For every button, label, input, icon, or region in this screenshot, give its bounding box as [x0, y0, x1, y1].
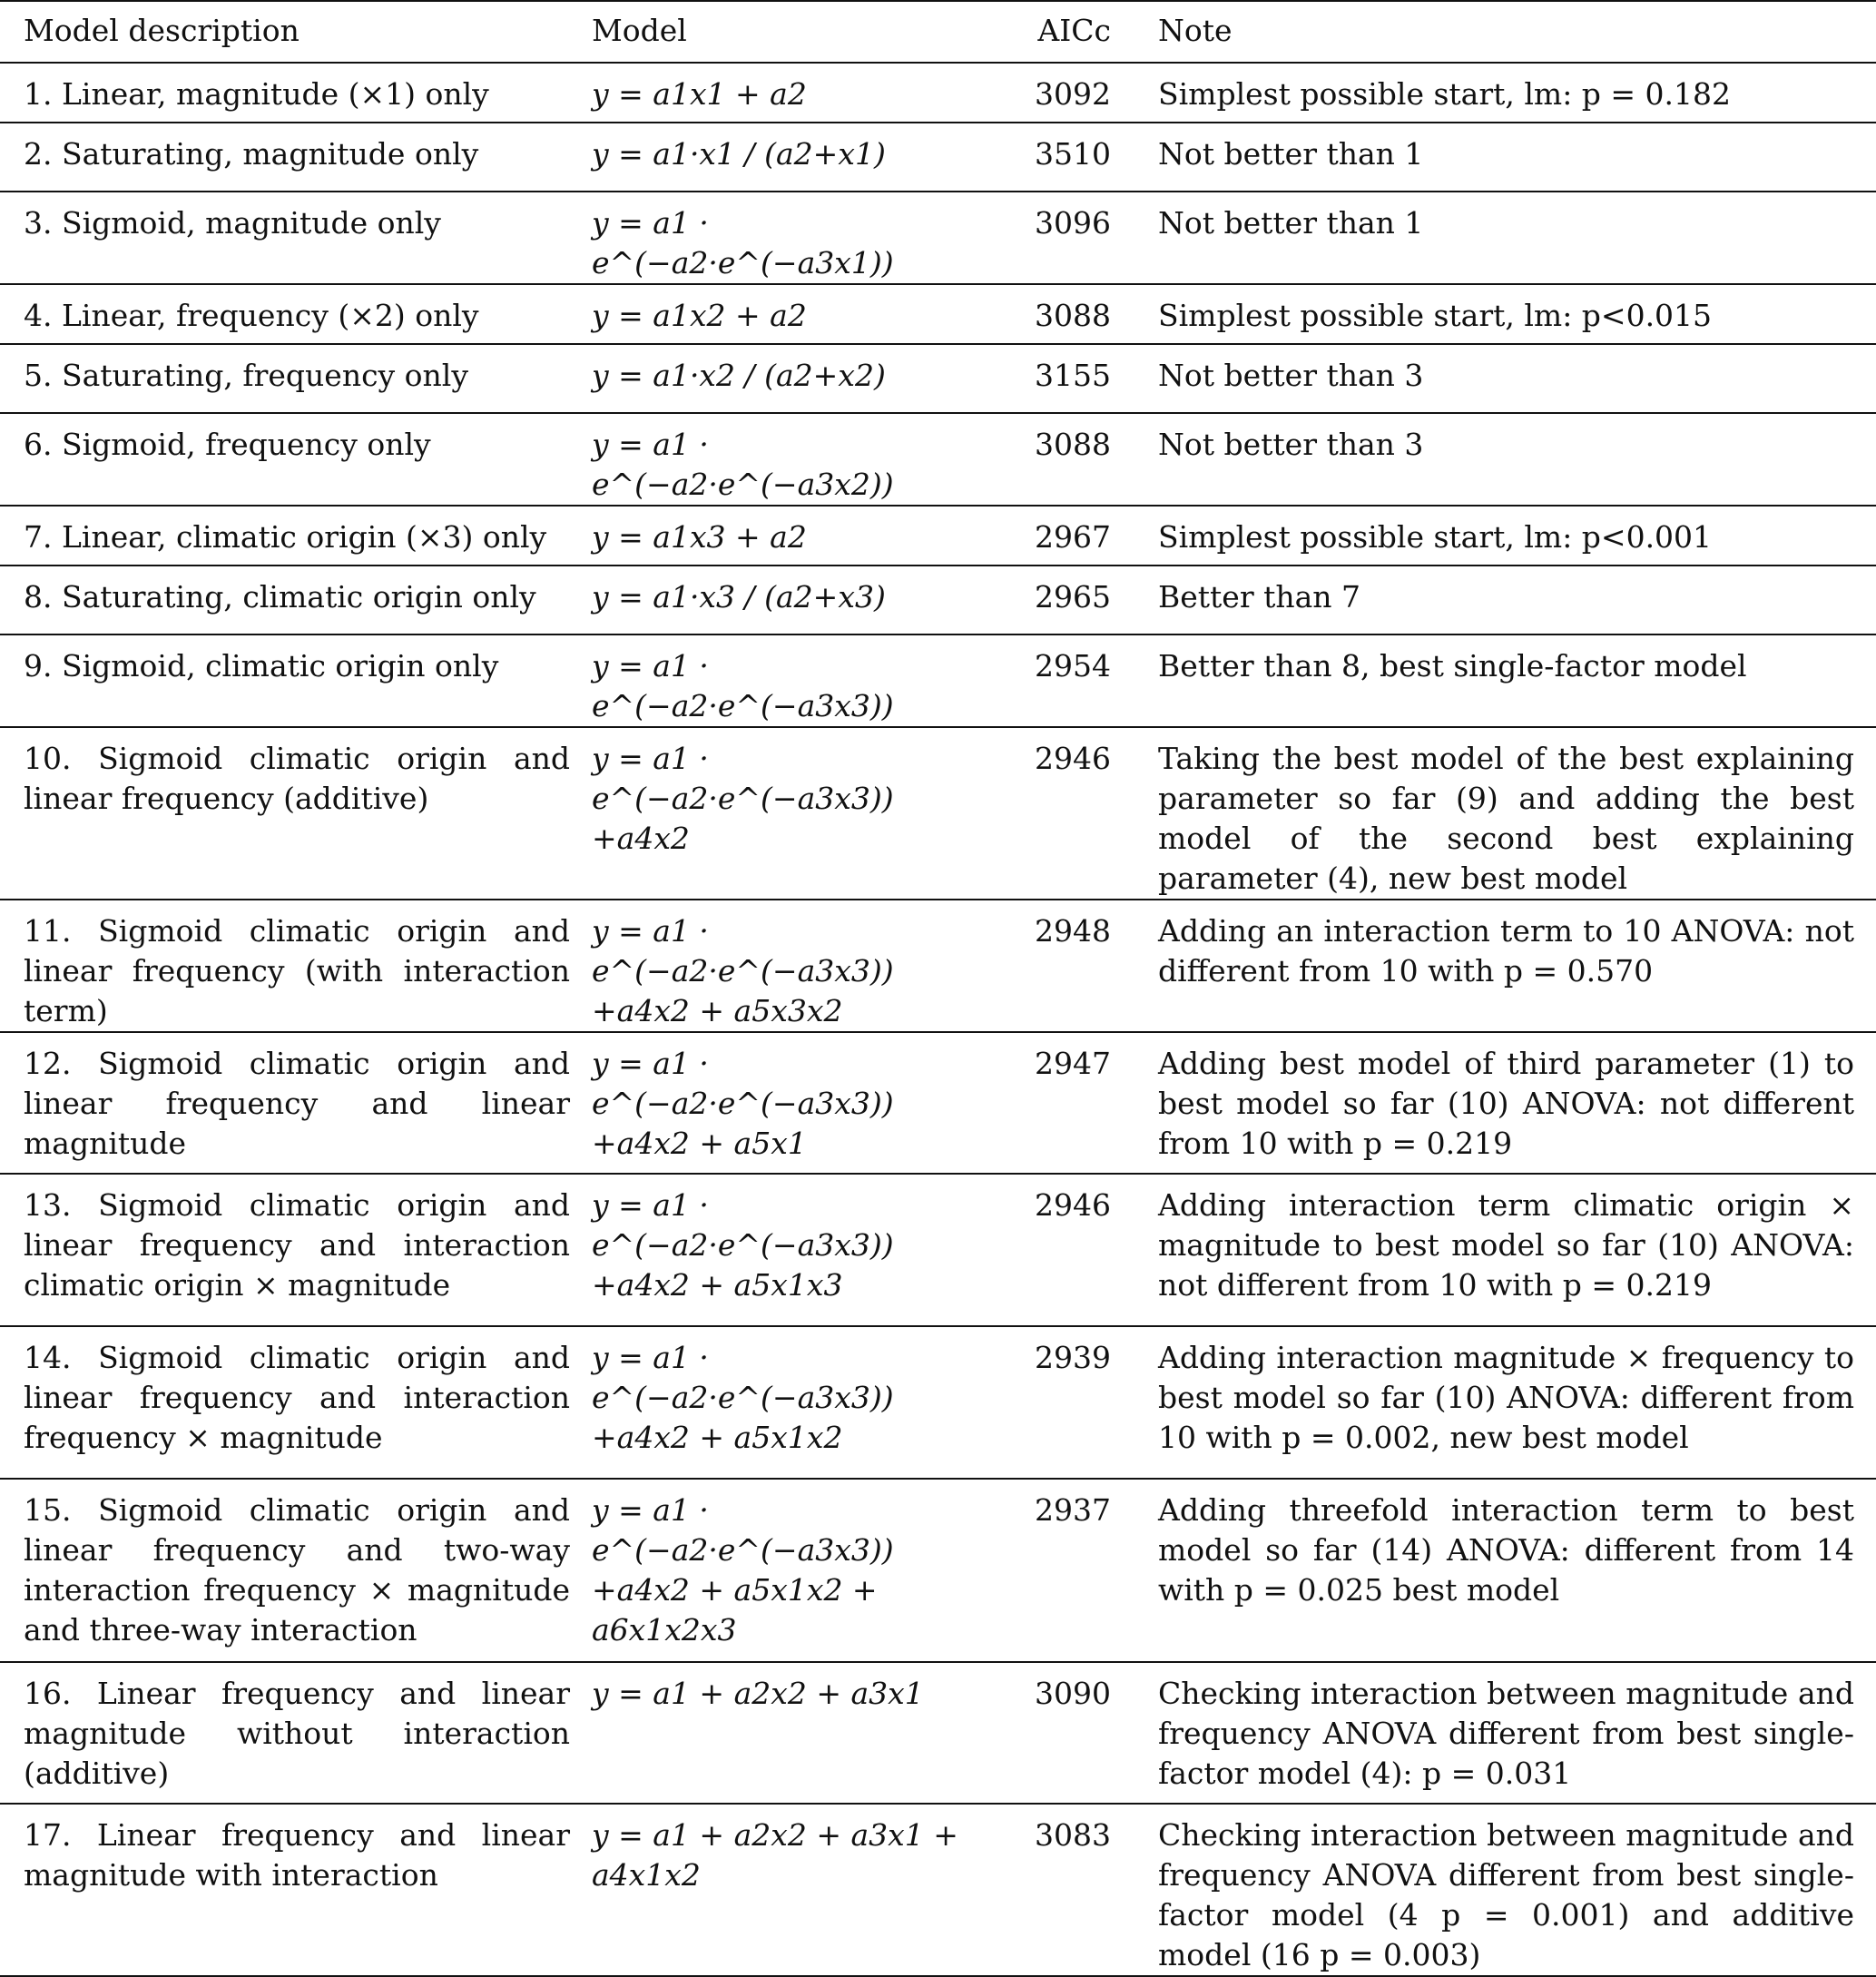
- model-note: Simplest possible start, lm: p<0.001: [1118, 506, 1876, 566]
- aicc-value: 2946: [973, 727, 1118, 900]
- model-description: 11. Sigmoid climatic origin and linear frequency (with interaction term): [0, 900, 592, 1032]
- model-note: Not better than 3: [1118, 413, 1876, 506]
- model-note: Better than 8, best single-factor model: [1118, 634, 1876, 727]
- table-row: [0, 1174, 1876, 1326]
- aicc-value: 2954: [973, 634, 1118, 727]
- model-description: 17. Linear frequency and linear magnitude with interaction: [0, 1804, 592, 1976]
- model-note: Not better than 1: [1118, 192, 1876, 284]
- table-row: [0, 727, 1876, 900]
- table-row: [0, 1804, 1876, 1976]
- model-note: Adding interaction term climatic origin × magnitude to best model so far (10) ANOVA: not different from 10 with p = 0.219: [1118, 1174, 1876, 1326]
- table-row: [0, 900, 1876, 1032]
- aicc-value: 3090: [973, 1662, 1118, 1804]
- model-description: 3. Sigmoid, magnitude only: [0, 192, 592, 284]
- model-description: 12. Sigmoid climatic origin and linear frequency and linear magnitude: [0, 1032, 592, 1174]
- model-formula: y = a1 · e^(−a2·e^(−a3x2)): [592, 413, 973, 506]
- table-row: [0, 123, 1876, 192]
- model-formula: y = a1 · e^(−a2·e^(−a3x3)): [592, 634, 973, 727]
- table-row: [0, 284, 1876, 344]
- aicc-value: 3088: [973, 284, 1118, 344]
- aicc-value: 3510: [973, 123, 1118, 192]
- aicc-value: 2939: [973, 1326, 1118, 1479]
- model-description: 15. Sigmoid climatic origin and linear frequency and two-way interaction frequency × magnitude and three-way interaction: [0, 1479, 592, 1662]
- model-description: 4. Linear, frequency (×2) only: [0, 284, 592, 344]
- model-description: 2. Saturating, magnitude only: [0, 123, 592, 192]
- header-row: [0, 1, 1876, 63]
- model-note: Adding best model of third parameter (1) to best model so far (10) ANOVA: not different from 10 with p = 0.219: [1118, 1032, 1876, 1174]
- model-formula: y = a1·x3 / (a2+x3): [592, 566, 973, 634]
- aicc-value: 2948: [973, 900, 1118, 1032]
- model-formula: y = a1x1 + a2: [592, 63, 973, 123]
- model-note: Adding interaction magnitude × frequency to best model so far (10) ANOVA: different from 10 with p = 0.002, new best model: [1118, 1326, 1876, 1479]
- model-note: Adding threefold interaction term to best model so far (14) ANOVA: different from 14 with p = 0.025 best model: [1118, 1479, 1876, 1662]
- model-formula: y = a1 · e^(−a2·e^(−a3x3)) +a4x2 + a5x1x3: [592, 1174, 973, 1326]
- model-formula: y = a1x3 + a2: [592, 506, 973, 566]
- model-formula: y = a1x2 + a2: [592, 284, 973, 344]
- model-description: 5. Saturating, frequency only: [0, 344, 592, 413]
- table-row: [0, 566, 1876, 634]
- aicc-value: 3092: [973, 63, 1118, 123]
- model-note: Not better than 1: [1118, 123, 1876, 192]
- model-formula: y = a1 · e^(−a2·e^(−a3x1)): [592, 192, 973, 284]
- table-row: [0, 1479, 1876, 1662]
- aicc-value: 2967: [973, 506, 1118, 566]
- model-formula: y = a1 + a2x2 + a3x1 + a4x1x2: [592, 1804, 973, 1976]
- model-note: Checking interaction between magnitude and frequency ANOVA different from best single-factor model (4): p = 0.031: [1118, 1662, 1876, 1804]
- table-row: [0, 634, 1876, 727]
- model-formula: y = a1 · e^(−a2·e^(−a3x3)) +a4x2 + a5x1x2: [592, 1326, 973, 1479]
- table-row: [0, 506, 1876, 566]
- model-description: 10. Sigmoid climatic origin and linear frequency (additive): [0, 727, 592, 900]
- model-note: Adding an interaction term to 10 ANOVA: not different from 10 with p = 0.570: [1118, 900, 1876, 1032]
- model-note: Taking the best model of the best explaining parameter so far (9) and adding the best model of the second best explaining parameter (4), new best model: [1118, 727, 1876, 900]
- model-formula: y = a1 · e^(−a2·e^(−a3x3)) +a4x2 + a5x1: [592, 1032, 973, 1174]
- table-row: [0, 63, 1876, 123]
- model-description: 9. Sigmoid, climatic origin only: [0, 634, 592, 727]
- aicc-value: 3155: [973, 344, 1118, 413]
- model-description: 13. Sigmoid climatic origin and linear frequency and interaction climatic origin × magnitude: [0, 1174, 592, 1326]
- model-description: 14. Sigmoid climatic origin and linear frequency and interaction frequency × magnitude: [0, 1326, 592, 1479]
- model-note: Checking interaction between magnitude and frequency ANOVA different from best single-factor model (4 p = 0.001) and additive model (16 p = 0.003): [1118, 1804, 1876, 1976]
- model-formula: y = a1 · e^(−a2·e^(−a3x3)) +a4x2: [592, 727, 973, 900]
- table-row: [0, 1326, 1876, 1479]
- aicc-value: 2937: [973, 1479, 1118, 1662]
- model-description: 8. Saturating, climatic origin only: [0, 566, 592, 634]
- model-formula: y = a1 + a2x2 + a3x1: [592, 1662, 973, 1804]
- model-note: Simplest possible start, lm: p<0.015: [1118, 284, 1876, 344]
- model-description: 16. Linear frequency and linear magnitude without interaction (additive): [0, 1662, 592, 1804]
- model-note: Not better than 3: [1118, 344, 1876, 413]
- aicc-value: 3088: [973, 413, 1118, 506]
- table-row: [0, 1032, 1876, 1174]
- model-description: 1. Linear, magnitude (×1) only: [0, 63, 592, 123]
- table-row: [0, 192, 1876, 284]
- aicc-value: 3096: [973, 192, 1118, 284]
- model-formula: y = a1 · e^(−a2·e^(−a3x3)) +a4x2 + a5x1x2 + a6x1x2x3: [592, 1479, 973, 1662]
- aicc-value: 3083: [973, 1804, 1118, 1976]
- table-row: [0, 344, 1876, 413]
- model-description: 6. Sigmoid, frequency only: [0, 413, 592, 506]
- header-aicc: AICc: [973, 1, 1118, 63]
- model-formula: y = a1·x1 / (a2+x1): [592, 123, 973, 192]
- model-note: Better than 7: [1118, 566, 1876, 634]
- model-formula: y = a1·x2 / (a2+x2): [592, 344, 973, 413]
- header-note: Note: [1118, 1, 1876, 63]
- table-body: [0, 63, 1876, 1976]
- model-description: 7. Linear, climatic origin (×3) only: [0, 506, 592, 566]
- aicc-value: 2946: [973, 1174, 1118, 1326]
- header-model: Model: [592, 1, 973, 63]
- aicc-value: 2965: [973, 566, 1118, 634]
- model-formula: y = a1 · e^(−a2·e^(−a3x3)) +a4x2 + a5x3x2: [592, 900, 973, 1032]
- model-note: Simplest possible start, lm: p = 0.182: [1118, 63, 1876, 123]
- header-description: Model description: [0, 1, 592, 63]
- table-row: [0, 1662, 1876, 1804]
- aicc-value: 2947: [973, 1032, 1118, 1174]
- table-row: [0, 413, 1876, 506]
